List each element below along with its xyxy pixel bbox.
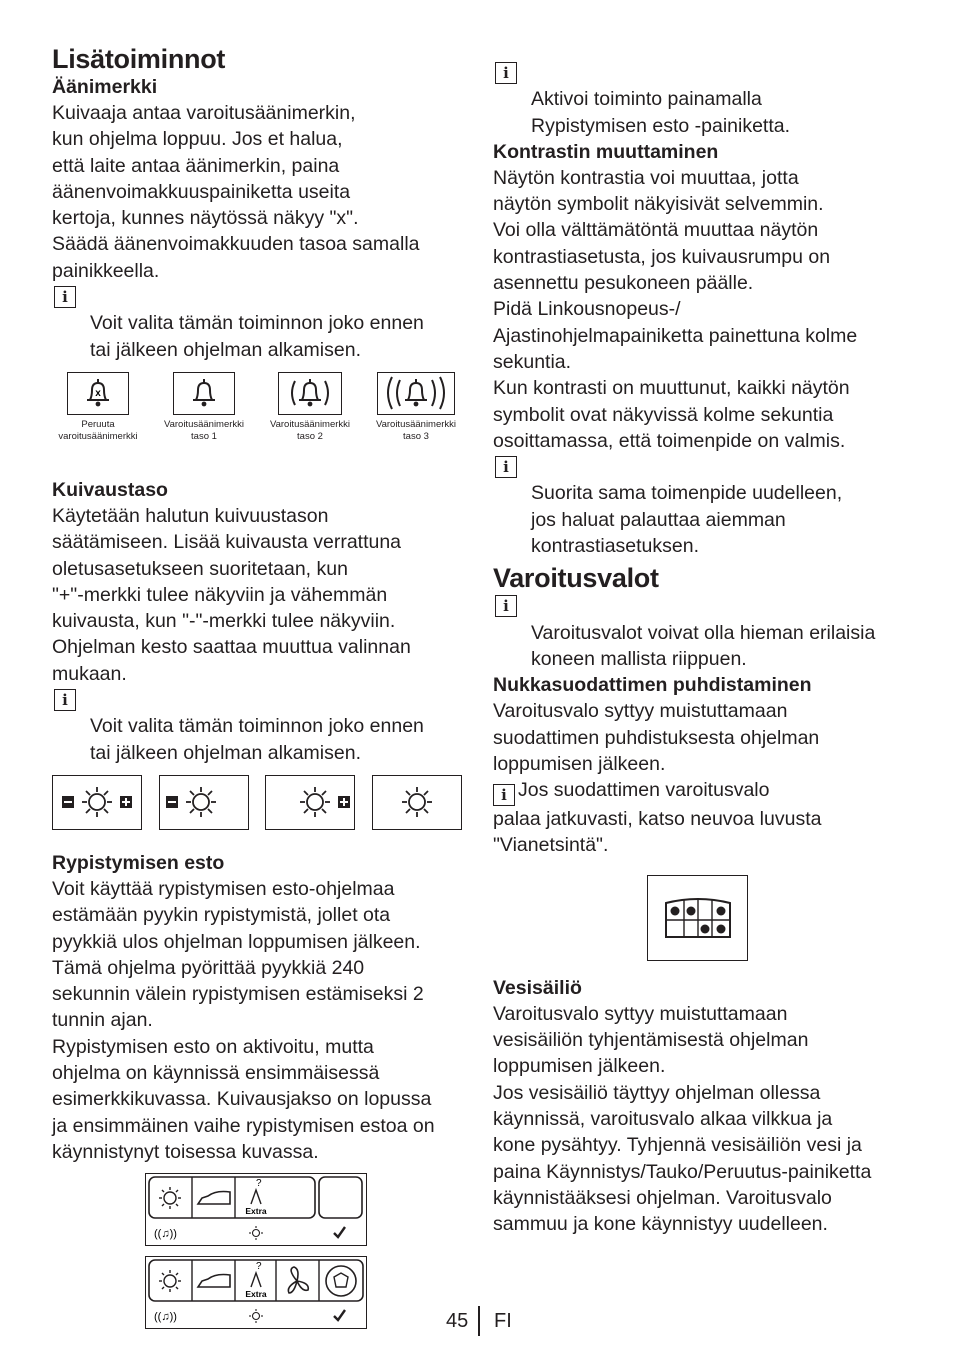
anti-crease-figures [145, 1173, 462, 1329]
section-title-lisatoiminnot: Lisätoiminnot [52, 44, 226, 74]
info-note-text: Voit valita tämän toiminnon joko ennen tai jälkeen ohjelman alkamisen. [90, 312, 424, 361]
svg-text:?: ? [256, 1178, 262, 1190]
info-note-text: Varoitusvalot voivat olla hieman erilaisia koneen mallista riippuen. [531, 621, 876, 670]
bell-muted-icon [67, 372, 129, 415]
text-kontrastin-muuttaminen: Näytön kontrastia voi muuttaa, jotta näytön symbolit näkyisivät selvemmin. Voi olla välttämätöntä muuttaa näytön kontrastiasetusta, jos kuivausrumpu on asennettu pesukoneen päälle. Pidä Linkousnopeus-/ Ajastinohjelmapainiketta painettuna kolme sekuntia. Kun kontrasti on muuttunut, kaikki näytön symbolit ovat näkyvissä kolme sekuntia osoittamassa, että toimenpide on valmis. [493, 166, 858, 452]
heading-vesisailio: Vesisäiliö [493, 976, 582, 999]
bell-option [52, 372, 144, 443]
svg-text:x: x [95, 388, 101, 400]
bell-level1-icon [173, 372, 235, 415]
bell-levels-figure [52, 372, 462, 443]
right-column [493, 60, 913, 1237]
sun-icon [184, 785, 218, 819]
bell-option [264, 372, 356, 443]
bell-caption: Varoitusäänimerkki taso 1 [163, 418, 245, 442]
heading-aanimerkki: Äänimerkki [52, 76, 158, 98]
heading-kontrastin-muuttaminen: Kontrastin muuttaminen [493, 140, 719, 163]
info-note [52, 687, 462, 766]
info-icon: i [54, 286, 76, 308]
info-note [493, 454, 913, 559]
info-note-text: Suorita sama toimenpide uudelleen, jos haluat palauttaa aiemman kontrastiasetuksen. [531, 482, 843, 558]
dryness-plus [265, 775, 355, 830]
info-note-text: Jos suodattimen varoitusvalo palaa jatkuvasti, katso neuvoa luvusta "Vianetsintä". [493, 779, 822, 857]
dryness-levels-figure [52, 775, 462, 830]
plus-icon [338, 796, 350, 808]
text-rypistymisen-esto: Voit käyttää rypistymisen esto-ohjelmaa estämään pyykin rypistymistä, jollet ota pyykkiä ulos ohjelman loppumisen jälkeen. Tämä ohjelma pyörittää pyykkiä 240 sekunnin välein rypistymisen estämiseksi 2 tunnin ajan. Rypistymisen esto on aktivoitu, mutta ohjelma on käynnissä ensimmäisessä esimerkkikuvassa. Kuivausjakso on lopussa ja ensimmäinen vaihe rypistymisen estoa on käynnistynyt toisessa kuvassa. [52, 877, 435, 1163]
info-note [493, 593, 913, 672]
filter-warning-icon [647, 875, 748, 961]
bell-caption: Peruuta varoitusäänimerkki [58, 418, 138, 442]
info-icon: i [495, 595, 517, 617]
text-vesisailio: Varoitusvalo syttyy muistuttamaan vesisäiliön tyhjentämisestä ohjelman loppumisen jälkeen. Jos vesisäiliö täyttyy ohjelman ollessa käynnissä, varoitusvalo alkaa vilkkua ja kone pysähtyy. Tyhjennä vesisäiliön vesi ja paina Käynnistys/Tauko/Peruutus-painiketta käynnistääksesi ohjelman. Varoitusvalo sammuu ja kone käynnistyy uudelleen. [493, 1002, 872, 1236]
info-note-text: Voit valita tämän toiminnon joko ennen tai jälkeen ohjelman alkamisen. [90, 715, 424, 764]
info-icon: i [495, 456, 517, 478]
svg-text:Extra: Extra [245, 1206, 267, 1217]
info-icon: i [493, 784, 515, 806]
svg-text:((♫)): ((♫)) [154, 1228, 177, 1241]
bell-level2-icon [278, 372, 342, 415]
text-kuivaustaso: Käytetään halutun kuivuustason säätämiseen. Lisää kuivausta verrattuna oletusasetukseen suoritetaan, kun "+"-merkki tulee näkyviin ja vähemmän kuivausta, kun "-"-merkki tulee näkyviin. Ohjelman kesto saattaa muuttua valinnan mukaan. [52, 504, 411, 685]
bell-option [158, 372, 250, 443]
svg-text:((♫)): ((♫)) [154, 1311, 177, 1324]
info-icon: i [495, 62, 517, 84]
footer-divider [478, 1306, 480, 1336]
minus-icon [166, 796, 178, 808]
page-number: 45 [446, 1310, 469, 1332]
info-note-text: Aktivoi toiminto painamalla Rypistymisen esto -painiketta. [531, 88, 791, 137]
display-panel-1 [145, 1173, 367, 1246]
dryness-minus [159, 775, 249, 830]
sun-icon [400, 785, 434, 819]
dryness-minus-plus [52, 775, 142, 830]
info-note [493, 777, 913, 859]
sun-icon [298, 785, 332, 819]
plus-icon [120, 796, 132, 808]
bell-caption: Varoitusäänimerkki taso 3 [375, 418, 457, 442]
text-nukkasuodatin: Varoitusvalo syttyy muistuttamaan suodattimen puhdistuksesta ohjelman loppumisen jälkeen. [493, 700, 820, 775]
svg-text:Extra: Extra [245, 1289, 267, 1300]
info-note [52, 284, 462, 363]
language-code: FI [494, 1310, 512, 1332]
text-aanimerkki: Kuivaaja antaa varoitusäänimerkin, kun ohjelma loppuu. Jos et halua, että laite antaa äänimerkin, paina äänenvoimakkuuspainiketta useita kertoja, kunnes näytössä näkyy "x". Säädä äänenvoimakkuuden tasoa samalla painikkeella. [52, 102, 420, 282]
heading-rypistymisen-esto: Rypistymisen esto [52, 851, 225, 874]
minus-icon [62, 796, 74, 808]
dryness-default [372, 775, 462, 830]
left-column [52, 44, 462, 1329]
bell-level3-icon [377, 372, 455, 415]
bell-caption: Varoitusäänimerkki taso 2 [269, 418, 351, 442]
svg-text:?: ? [256, 1261, 262, 1273]
info-icon: i [54, 689, 76, 711]
display-panel-2 [145, 1256, 367, 1329]
heading-nukkasuodatin: Nukkasuodattimen puhdistaminen [493, 674, 812, 697]
sun-icon [80, 785, 114, 819]
section-title-varoitusvalot: Varoitusvalot [493, 563, 659, 594]
info-note [493, 60, 913, 139]
bell-option [370, 372, 462, 443]
heading-kuivaustaso: Kuivaustaso [52, 478, 168, 501]
